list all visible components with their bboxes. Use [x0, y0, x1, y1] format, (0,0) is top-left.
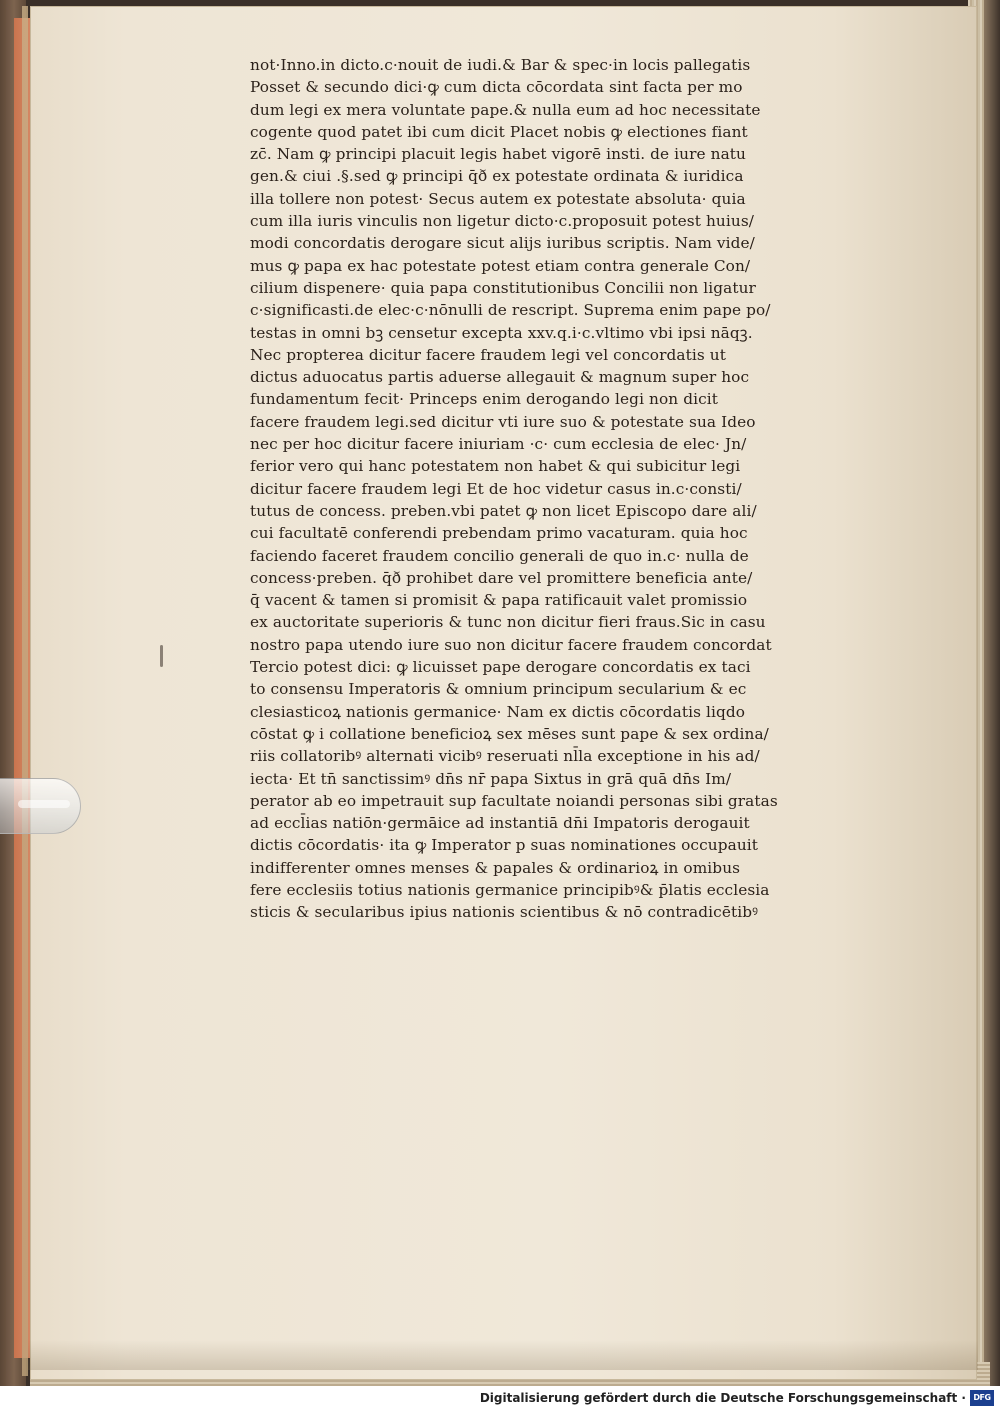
- text-line: cilium dispenere· quia papa constitutionibus Concilii non ligatur: [250, 278, 756, 297]
- text-line: q̄ vacent & tamen si promisit & papa ratificauit valet promissio: [250, 591, 748, 610]
- page-shadow: [28, 1340, 978, 1370]
- clip-highlight: [18, 800, 70, 808]
- text-line: ex auctoritate superioris & tunc non dicitur fieri fraus.Sic in casu: [250, 613, 766, 632]
- text-line: illa tollere non potest· Secus autem ex potestate absoluta· quia: [250, 189, 746, 208]
- text-line: dum legi ex mera voluntate pape.& nulla eum ad hoc necessitate: [250, 100, 761, 119]
- text-line: perator ab eo impetrauit sup facultate noiandi personas sibi gratas: [250, 791, 778, 810]
- cover-edge: [22, 6, 28, 1376]
- text-line: c·significasti.de elec·c·nōnulli de rescript. Suprema enim pape po/: [250, 301, 771, 320]
- text-line: ad eccl̄ias natiōn·germāice ad instantiā dn̄i Impatoris derogauit: [250, 814, 750, 833]
- text-line: not·Inno.in dicto.c·nouit de iudi.& Bar & spec·in locis pallegatis: [250, 56, 751, 74]
- text-line: iecta· Et tn̄ sanctissimꝰ dn̄s nr̄ papa Sixtus in grā quā dn̄s Im/: [250, 769, 732, 788]
- text-line: facere fraudem legi.sed dicitur vti iure suo & potestate sua Ideo: [250, 412, 756, 431]
- text-line: faciendo faceret fraudem concilio generali de quo in.c· nulla de: [250, 546, 749, 565]
- text-line: indifferenter omnes menses & papales & ordinarioꝝ in omibus: [250, 858, 741, 877]
- text-line: concess·preben. q̄ð prohibet dare vel promittere beneficia ante/: [250, 568, 753, 587]
- text-line: fere ecclesiis totius nationis germanice principibꝰ& p̄latis ecclesia: [250, 880, 770, 899]
- text-line: modi concordatis derogare sicut alijs iuribus scriptis. Nam vide/: [250, 234, 755, 253]
- dfg-logo-icon: DFG: [970, 1390, 994, 1406]
- footer-bar: [0, 1386, 1000, 1412]
- gutter-shadow: [984, 0, 1000, 1386]
- text-line: Nec propterea dicitur facere fraudem legi vel concordatis ut: [250, 345, 726, 364]
- text-line: mus ꝙ papa ex hac potestate potest etiam contra generale Con/: [250, 256, 751, 275]
- text-line: sticis & secularibus ipius nationis scientibus & nō contradicētibꝰ: [250, 903, 759, 922]
- funding-credit: Digitalisierung gefördert durch die Deutsche Forschungsgemeinschaft ·: [479, 1391, 966, 1405]
- text-line: dictis cōcordatis· ita ꝙ Imperator p suas nominationes occupauit: [250, 836, 759, 855]
- text-line: cogente quod patet ibi cum dicit Placet nobis ꝙ electiones fiant: [250, 122, 748, 141]
- text-line: Tercio potest dici: ꝙ licuisset pape derogare concordatis ex taci: [250, 658, 751, 677]
- text-line: fundamentum fecit· Princeps enim derogando legi non dicit: [250, 390, 718, 409]
- text-line: Posset & secundo dici·ꝙ cum dicta cōcordata sint facta per mo: [250, 78, 743, 97]
- text-line: riis collatoribꝰ alternati vicibꝰ reseruati nl̄la exceptione in his ad/: [250, 747, 760, 766]
- text-line: dictus aduocatus partis aduerse allegauit & magnum super hoc: [250, 368, 750, 387]
- margin-mark: [160, 645, 163, 667]
- text-line: testas in omni bꝫ censetur excepta xxv.q.i·c.vltimo vbi ipsi nāqꝫ.: [250, 323, 753, 342]
- text-line: zc̄. Nam ꝙ principi placuit legis habet vigorē insti. de iure natu: [250, 145, 746, 164]
- text-line: tutus de concess. preben.vbi patet ꝙ non licet Episcopo dare ali/: [250, 501, 757, 520]
- text-line: clesiasticoꝝ nationis germanice· Nam ex dictis cōcordatis liqdo: [250, 702, 746, 721]
- text-line: cum illa iuris vinculis non ligetur dicto·c.proposuit potest huius/: [250, 212, 755, 231]
- text-line: to consensu Imperatoris & omnium principum secularium & ec: [250, 680, 747, 699]
- text-line: nostro papa utendo iure suo non dicitur facere fraudem concordat: [250, 635, 772, 654]
- text-block: [250, 54, 850, 924]
- text-line: dicitur facere fraudem legi Et de hoc videtur casus in.c·consti/: [250, 479, 742, 498]
- text-line: ferior vero qui hanc potestatem non habet & qui subicitur legi: [250, 457, 741, 476]
- text-line: gen.& ciui .§.sed ꝙ principi q̄ð ex potestate ordinata & iuridica: [250, 167, 744, 186]
- text-line: nec per hoc dicitur facere iniuriam ·c· cum ecclesia de elec· Jn/: [250, 435, 747, 454]
- text-line: cōstat ꝙ i collatione beneficioꝝ sex mēses sunt pape & sex ordina/: [250, 724, 769, 743]
- text-line: cui facultatē conferendi prebendam primo vacaturam. quia hoc: [250, 524, 748, 543]
